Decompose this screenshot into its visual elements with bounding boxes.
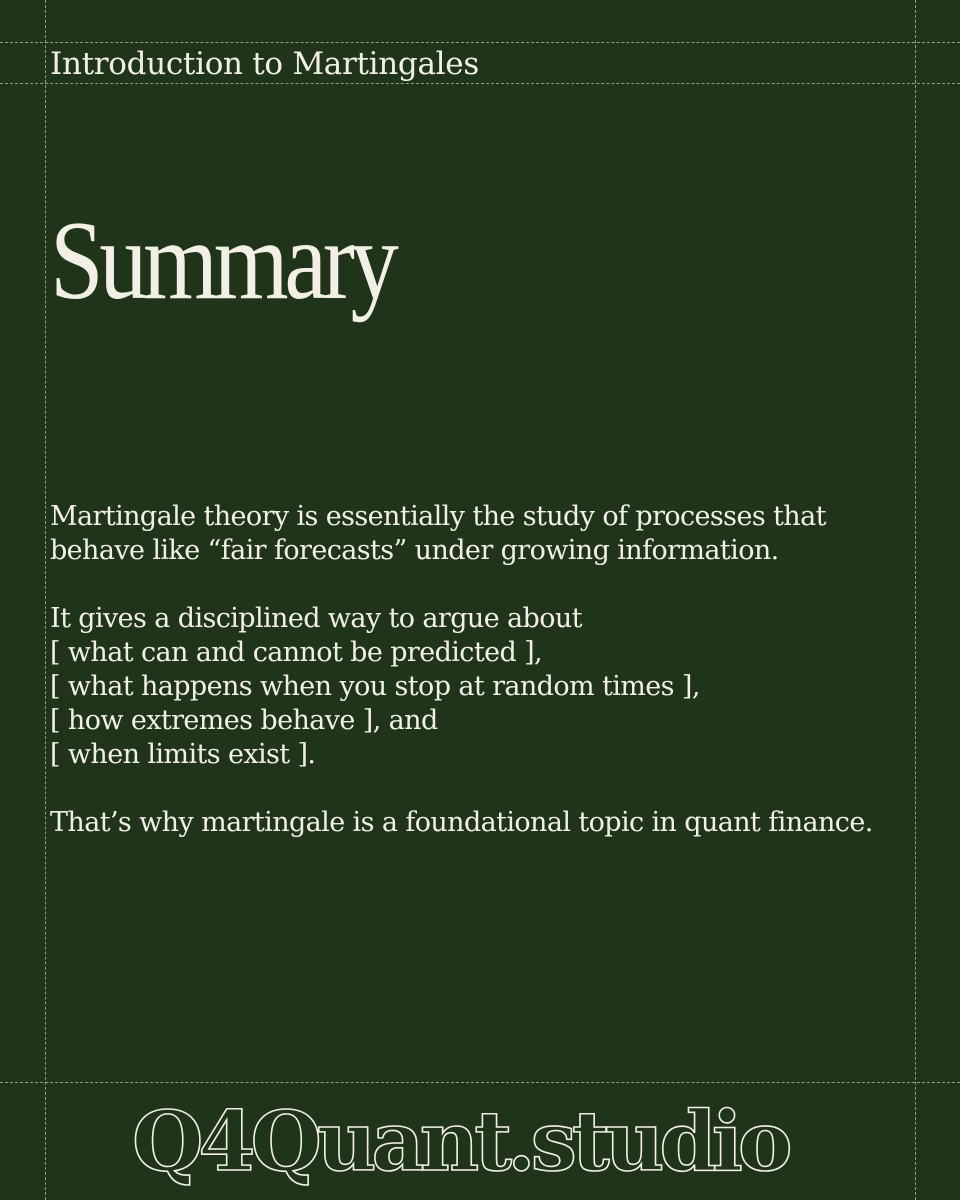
summary-line: It gives a disciplined way to argue about	[50, 603, 582, 634]
summary-paragraph-list	[50, 602, 910, 772]
summary-body	[50, 500, 910, 874]
summary-line: [ what can and cannot be predicted ],	[50, 637, 543, 668]
brand-logo	[132, 1078, 832, 1188]
summary-line: [ what happens when you stop at random times ],	[50, 671, 700, 702]
guide-line-right	[915, 0, 916, 1200]
summary-line: [ when limits exist ].	[50, 739, 316, 770]
summary-paragraph-intro: Martingale theory is essentially the study of processes that behave like “fair forecasts” under growing information.	[50, 501, 826, 566]
summary-paragraph-conclusion: That’s why martingale is a foundational topic in quant finance.	[50, 807, 873, 838]
guide-line-top	[0, 42, 960, 43]
series-title: Introduction to Martingales	[50, 46, 479, 82]
brand-logo-text: Q4Quant.studio	[132, 1094, 788, 1188]
summary-line: [ how extremes behave ], and	[50, 705, 438, 736]
page-title: Summary	[50, 199, 395, 323]
guide-line-left	[45, 0, 46, 1200]
